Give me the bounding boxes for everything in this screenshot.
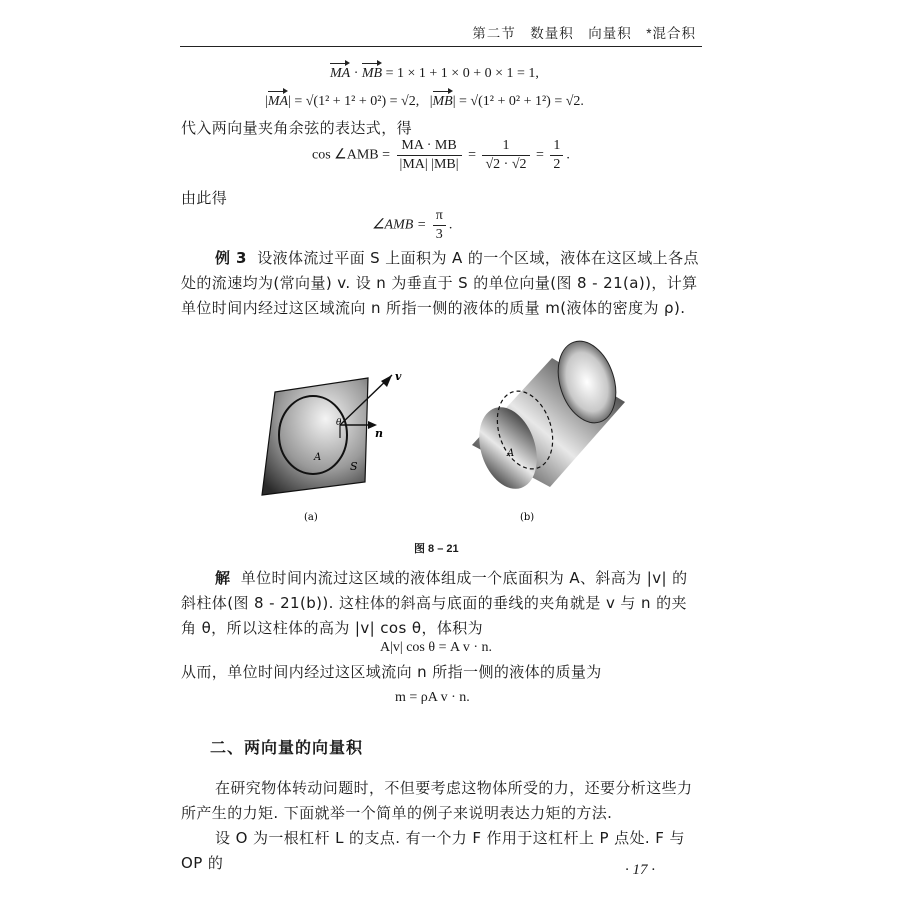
cosine-eq-1: = xyxy=(468,147,476,163)
angle-end: . xyxy=(448,217,453,233)
fraction2-numerator: 1 xyxy=(482,138,529,156)
label-n: n xyxy=(375,427,383,440)
solution-paragraph xyxy=(181,566,701,641)
label-v: v xyxy=(395,370,402,383)
solution-label: 解 xyxy=(215,569,231,587)
caption-a: (a) xyxy=(304,512,318,523)
velocity-arrowhead xyxy=(381,375,392,387)
fraction-one-over-roots xyxy=(482,138,529,173)
dot-product-formula: MA · MB = 1 × 1 + 1 × 0 + 0 × 1 = 1, xyxy=(330,66,539,81)
section-title: 二、两向量的向量积 xyxy=(210,738,364,757)
fraction2-denominator: √2 · √2 xyxy=(485,157,527,172)
fraction1-denominator: |MA| |MB| xyxy=(399,157,459,172)
label-theta: θ xyxy=(336,418,342,428)
figure-caption: 图 8 – 21 xyxy=(414,543,459,555)
cosine-lhs: cos ∠AMB = xyxy=(312,147,391,163)
caption-b: (b) xyxy=(520,512,535,523)
therefore-text: 从而，单位时间内经过这区域流向 n 所指一侧的液体的质量为 xyxy=(181,663,602,681)
vector-mb-norm: MB xyxy=(432,94,453,109)
fraction3-denominator: 2 xyxy=(553,157,561,172)
torque-paragraph: 在研究物体转动问题时，不但要考虑这物体所受的力，还要分析这些力所产生的力矩. 下面就举一个简单的例子来说明表达力矩的方法. xyxy=(181,779,693,822)
fraction-pi-over-3 xyxy=(433,208,446,243)
volume-formula: A|v| cos θ = A v · n. xyxy=(380,640,492,655)
page-number: · 17 · xyxy=(625,862,655,878)
substitute-text: 代入两向量夹角余弦的表达式，得 xyxy=(181,119,413,137)
hence-text: 由此得 xyxy=(181,189,228,207)
cosine-eq-2: = xyxy=(536,147,544,163)
vector-mb: MB xyxy=(361,66,383,81)
example3-label: 例 3 xyxy=(215,249,247,267)
fraction1-numerator: MA · MB xyxy=(397,138,462,156)
norm-formulas: |MA| = √(1² + 1² + 0²) = √2, |MB| = √(1² + 0² + 1²) = √2. xyxy=(265,94,584,109)
figure-8-21 xyxy=(250,340,670,530)
label-a: A xyxy=(314,452,322,463)
norm-ma-value: | = √(1² + 1² + 0²) = √2, xyxy=(288,94,420,109)
angle-denominator: 3 xyxy=(435,227,443,242)
running-header xyxy=(180,16,702,47)
angle-numerator: π xyxy=(433,208,446,226)
angle-formula xyxy=(372,208,452,243)
fraction-one-half xyxy=(550,138,563,173)
mass-formula: m = ρA v · n. xyxy=(395,690,470,705)
cosine-formula xyxy=(312,138,570,173)
lever-paragraph: 设 O 为一根杠杆 L 的支点. 有一个力 F 作用于这杠杆上 P 点处. F 与 OP 的 xyxy=(181,829,685,872)
cosine-end: . xyxy=(566,147,570,163)
norm-mb-value: | = √(1² + 0² + 1²) = √2. xyxy=(452,94,584,109)
solution-body: 单位时间内流过这区域的液体组成一个底面积为 A、斜高为 |v| 的斜柱体(图 8 - 21(b)). 这柱体的斜高与底面的垂线的夹角就是 v 与 n 的夹角 θ，所以这柱体的高为 |v| cos θ，体积为 xyxy=(181,569,688,637)
dot-product-value: = 1 × 1 + 1 × 0 + 0 × 1 = 1, xyxy=(385,66,539,81)
fraction-dot-over-norms xyxy=(397,138,462,173)
vector-ma: MA xyxy=(330,66,351,81)
fraction3-numerator: 1 xyxy=(550,138,563,156)
example3-paragraph xyxy=(181,246,701,321)
header-title: 第二节 数量积 向量积 *混合积 xyxy=(472,26,696,41)
vector-ma-norm: MA xyxy=(267,94,289,109)
label-a-cylinder: A xyxy=(507,448,515,459)
label-s: S xyxy=(350,460,358,473)
example3-body: 设液体流过平面 S 上面积为 A 的一个区域，液体在这区域上各点处的流速均为(常向量) v. 设 n 为垂直于 S 的单位向量(图 8 - 21(a))，计算单位时间内经过这区域流向 n 所指一侧的液体的质量 m(液体的密度为 ρ). xyxy=(181,249,699,317)
angle-lhs: ∠AMB = xyxy=(372,217,427,233)
